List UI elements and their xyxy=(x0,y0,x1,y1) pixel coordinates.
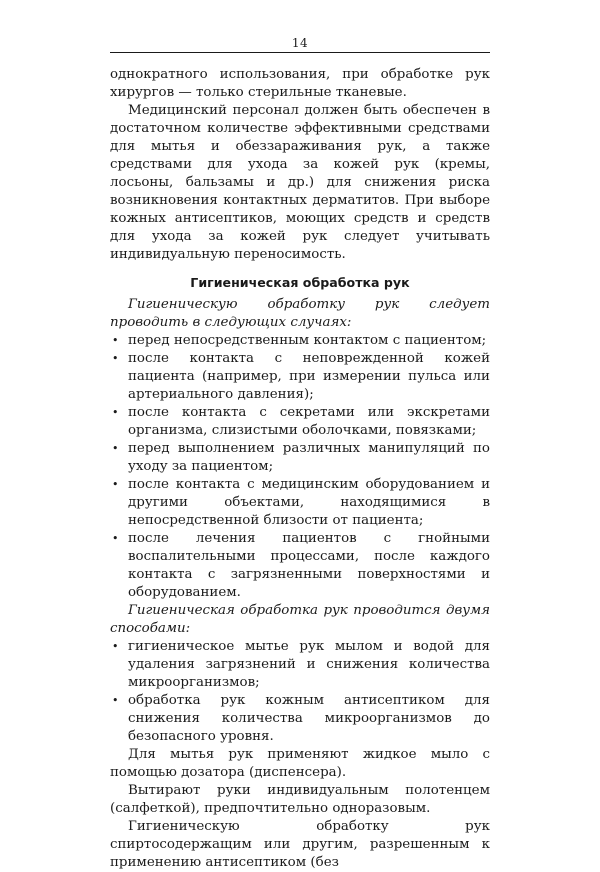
list-item-text: перед выполнением различных манипуляций по уходу за пациентом; xyxy=(128,441,490,474)
paragraph-staff-supplies: Медицинский персонал должен быть обеспечен в достаточном количестве эффективными средствами для мытья и обеззараживания рук, а также средствами для ухода за кожей рук (кремы, лосьоны, бальзамы и др.) для снижения риска возникновения контактных дерматитов. При выборе кожных антисептиков, моющих средств и средств для ухода за кожей рук следует учитывать индивидуальную переносимость. xyxy=(110,103,490,262)
methods-intro: Гигиеническая обработка рук проводится двумя способами: xyxy=(110,603,490,636)
page-body xyxy=(110,66,490,872)
bullet-icon: • xyxy=(112,334,119,347)
bullet-icon: • xyxy=(112,406,119,419)
list-item-text: гигиеническое мытье рук мылом и водой для удаления загрязнений и снижения количества микроорганизмов; xyxy=(128,639,490,690)
list-item-text: после контакта с медицинским оборудованием и другими объектами, находящимися в непосредственной близости от пациента; xyxy=(128,477,490,528)
list-item xyxy=(110,476,490,530)
paragraph-antiseptic: Гигиеническую обработку рук спиртосодержащим или другим, разрешенным к применению антисептиком (без xyxy=(110,819,490,870)
list-item-text: обработка рук кожным антисептиком для снижения количества микроорганизмов до безопасного уровня. xyxy=(128,693,490,744)
bullet-icon: • xyxy=(112,640,119,653)
list-item xyxy=(110,440,490,476)
list-item-text: после лечения пациентов с гнойными воспалительными процессами, после каждого контакта с загрязненными поверхностями и оборудованием. xyxy=(128,531,490,600)
paragraph-continuation: однократного использования, при обработке рук хирургов — только стерильные тканевые. xyxy=(110,67,490,100)
list-item xyxy=(110,332,490,350)
header-rule xyxy=(110,52,490,53)
list-item-text: перед непосредственным контактом с пациентом; xyxy=(128,333,487,348)
list-item xyxy=(110,692,490,746)
list-item-text: после контакта с неповрежденной кожей пациента (например, при измерении пульса или артериального давления); xyxy=(128,351,490,402)
list-item xyxy=(110,350,490,404)
section-heading: Гигиеническая обработка рук xyxy=(190,275,410,290)
list-item-text: после контакта с секретами или экскретами организма, слизистыми оболочками, повязками; xyxy=(128,405,490,438)
bullet-icon: • xyxy=(112,442,119,455)
methods-list xyxy=(110,638,490,746)
cases-list xyxy=(110,332,490,602)
list-item xyxy=(110,530,490,602)
bullet-icon: • xyxy=(112,532,119,545)
bullet-icon: • xyxy=(112,694,119,707)
bullet-icon: • xyxy=(112,352,119,365)
list-item xyxy=(110,404,490,440)
cases-intro: Гигиеническую обработку рук следует проводить в следующих случаях: xyxy=(110,297,490,330)
paragraph-towel: Вытирают руки индивидуальным полотенцем (салфеткой), предпочтительно одноразовым. xyxy=(110,783,490,816)
list-item xyxy=(110,638,490,692)
paragraph-soap: Для мытья рук применяют жидкое мыло с помощью дозатора (диспенсера). xyxy=(110,747,490,780)
bullet-icon: • xyxy=(112,478,119,491)
page-number: 14 xyxy=(291,36,309,50)
